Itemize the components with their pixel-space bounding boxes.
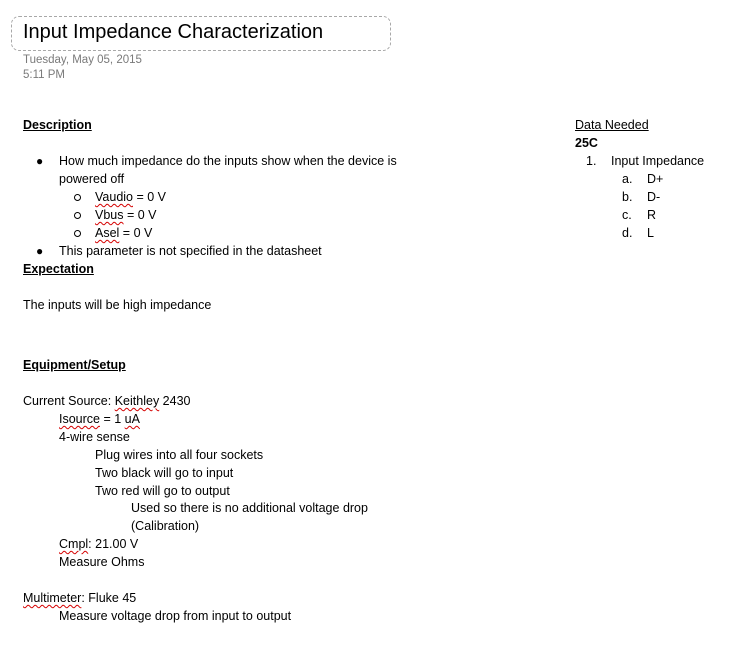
circle-bullet-icon bbox=[74, 230, 81, 237]
multimeter-line: Multimeter: Fluke 45 bbox=[23, 591, 137, 605]
measure-ohms-line: Measure Ohms bbox=[59, 555, 145, 569]
condition-vaudio: Vaudio = 0 V bbox=[95, 190, 167, 204]
list-item-dminus: D- bbox=[647, 190, 661, 204]
data-needed-heading: Data Needed bbox=[575, 118, 649, 132]
condition-asel: Asel = 0 V bbox=[95, 226, 153, 240]
description-bullet-1-cont: powered off bbox=[59, 172, 125, 186]
list-number: 1. bbox=[586, 154, 597, 168]
expectation-text: The inputs will be high impedance bbox=[23, 298, 212, 312]
isource-line: Isource = 1 uA bbox=[59, 412, 140, 426]
page-time: 5:11 PM bbox=[23, 69, 65, 81]
plug-line: Plug wires into all four sockets bbox=[95, 448, 264, 462]
measure-drop-line: Measure voltage drop from input to output bbox=[59, 609, 292, 623]
cmpl-line: Cmpl: 21.00 V bbox=[59, 537, 139, 551]
black-wires-line: Two black will go to input bbox=[95, 466, 234, 480]
list-marker: c. bbox=[622, 208, 632, 222]
list-item-dplus: D+ bbox=[647, 172, 664, 186]
red-wires-line: Two red will go to output bbox=[95, 484, 230, 498]
description-bullet-2: This parameter is not specified in the datasheet bbox=[59, 244, 322, 258]
list-item-r: R bbox=[647, 208, 657, 222]
temperature-label: 25C bbox=[575, 136, 598, 150]
voltage-drop-note: Used so there is no additional voltage drop bbox=[131, 501, 368, 515]
calibration-note: (Calibration) bbox=[131, 519, 200, 533]
condition-vbus: Vbus = 0 V bbox=[95, 208, 157, 222]
circle-bullet-icon bbox=[74, 194, 81, 201]
description-heading: Description bbox=[23, 118, 92, 132]
current-source-line: Current Source: Keithley 2430 bbox=[23, 394, 191, 408]
page-date: Tuesday, May 05, 2015 bbox=[23, 54, 142, 66]
list-item-l: L bbox=[647, 226, 654, 240]
expectation-heading: Expectation bbox=[23, 262, 94, 276]
page-title[interactable]: Input Impedance Characterization bbox=[23, 21, 324, 43]
four-wire-line: 4-wire sense bbox=[59, 430, 130, 444]
list-marker: d. bbox=[622, 226, 633, 240]
bullet-icon: ● bbox=[36, 154, 44, 168]
bullet-icon: ● bbox=[36, 244, 44, 258]
description-bullet-1: How much impedance do the inputs show when the device is bbox=[59, 154, 397, 168]
equipment-heading: Equipment/Setup bbox=[23, 358, 126, 372]
list-item-input-impedance: Input Impedance bbox=[611, 154, 705, 168]
circle-bullet-icon bbox=[74, 212, 81, 219]
list-marker: b. bbox=[622, 190, 633, 204]
list-marker: a. bbox=[622, 172, 633, 186]
